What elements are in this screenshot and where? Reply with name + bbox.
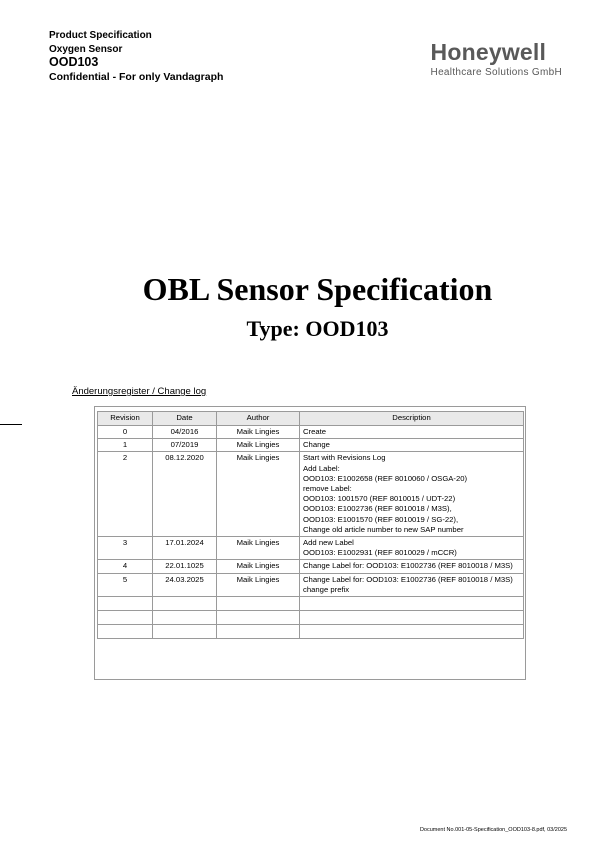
header-oxygen-sensor: Oxygen Sensor xyxy=(49,43,123,55)
table-header-row xyxy=(98,412,524,426)
document-subtitle: Type: OOD103 xyxy=(246,316,389,341)
revision-cell: 4 xyxy=(98,560,153,573)
brand-subtitle: Healthcare Solutions GmbH xyxy=(430,67,562,78)
description-cell: Create xyxy=(300,426,524,439)
empty-cell xyxy=(98,625,153,639)
change-log-frame xyxy=(94,406,526,680)
author-cell: Maik Lingies xyxy=(217,560,300,573)
description-cell: Start with Revisions Log Add Label: OOD103: E1002658 (REF 8010060 / OSGA-20) remove Label: OOD103: 1001570 (REF 8010015 / UDT-22) OOD103: E1002736 (REF 8010018 / M3S), OOD103: E1001570 (REF 8010019 / SG-22), Change old article number to new SAP number xyxy=(300,452,524,537)
empty-cell xyxy=(153,611,217,625)
date-cell: 04/2016 xyxy=(153,426,217,439)
empty-cell xyxy=(300,597,524,611)
table-row xyxy=(98,452,524,537)
change-log-table xyxy=(97,411,524,639)
header-confidential: Confidential - For only Vandagraph xyxy=(49,70,224,83)
column-header-date: Date xyxy=(153,412,217,426)
description-cell: Add new Label OOD103: E1002931 (REF 8010029 / mCCR) xyxy=(300,537,524,560)
date-cell: 07/2019 xyxy=(153,439,217,452)
empty-cell xyxy=(153,625,217,639)
date-cell: 22.01.1025 xyxy=(153,560,217,573)
empty-table-row xyxy=(98,611,524,625)
honeywell-logo xyxy=(431,40,562,78)
document-footer: Document No.001-05-Specification_OOD103-8.pdf, 03/2025 xyxy=(419,827,567,833)
empty-cell xyxy=(300,611,524,625)
date-cell: 08.12.2020 xyxy=(153,452,217,537)
column-header-description: Description xyxy=(300,412,524,426)
author-cell: Maik Lingies xyxy=(217,426,300,439)
revision-cell: 0 xyxy=(98,426,153,439)
description-cell: Change Label for: OOD103: E1002736 (REF 8010018 / M3S) xyxy=(300,560,524,573)
date-cell: 17.01.2024 xyxy=(153,537,217,560)
column-header-author: Author xyxy=(217,412,300,426)
description-cell: Change Label for: OOD103: E1002736 (REF 8010018 / M3S) change prefix xyxy=(300,573,524,596)
table-row xyxy=(98,537,524,560)
empty-cell xyxy=(98,611,153,625)
description-cell: Change xyxy=(300,439,524,452)
table-row xyxy=(98,560,524,573)
table-row xyxy=(98,439,524,452)
author-cell: Maik Lingies xyxy=(217,439,300,452)
margin-mark xyxy=(0,424,22,425)
revision-cell: 1 xyxy=(98,439,153,452)
author-cell: Maik Lingies xyxy=(217,537,300,560)
brand-name: Honeywell xyxy=(430,39,547,65)
revision-cell: 3 xyxy=(98,537,153,560)
table-row xyxy=(98,426,524,439)
document-title: OBL Sensor Specification xyxy=(142,271,493,307)
empty-cell xyxy=(217,597,300,611)
empty-table-row xyxy=(98,597,524,611)
empty-cell xyxy=(217,611,300,625)
empty-cell xyxy=(217,625,300,639)
author-cell: Maik Lingies xyxy=(217,452,300,537)
header-product-specification: Product Specification xyxy=(49,30,152,41)
table-row xyxy=(98,573,524,596)
date-cell: 24.03.2025 xyxy=(153,573,217,596)
column-header-revision: Revision xyxy=(98,412,153,426)
change-log-heading: Änderungsregister / Change log xyxy=(72,386,207,397)
empty-cell xyxy=(98,597,153,611)
revision-cell: 2 xyxy=(98,452,153,537)
header-model: OOD103 xyxy=(49,55,99,69)
document-header xyxy=(49,29,223,84)
empty-cell xyxy=(153,597,217,611)
author-cell: Maik Lingies xyxy=(217,573,300,596)
empty-cell xyxy=(300,625,524,639)
revision-cell: 5 xyxy=(98,573,153,596)
empty-table-row xyxy=(98,625,524,639)
